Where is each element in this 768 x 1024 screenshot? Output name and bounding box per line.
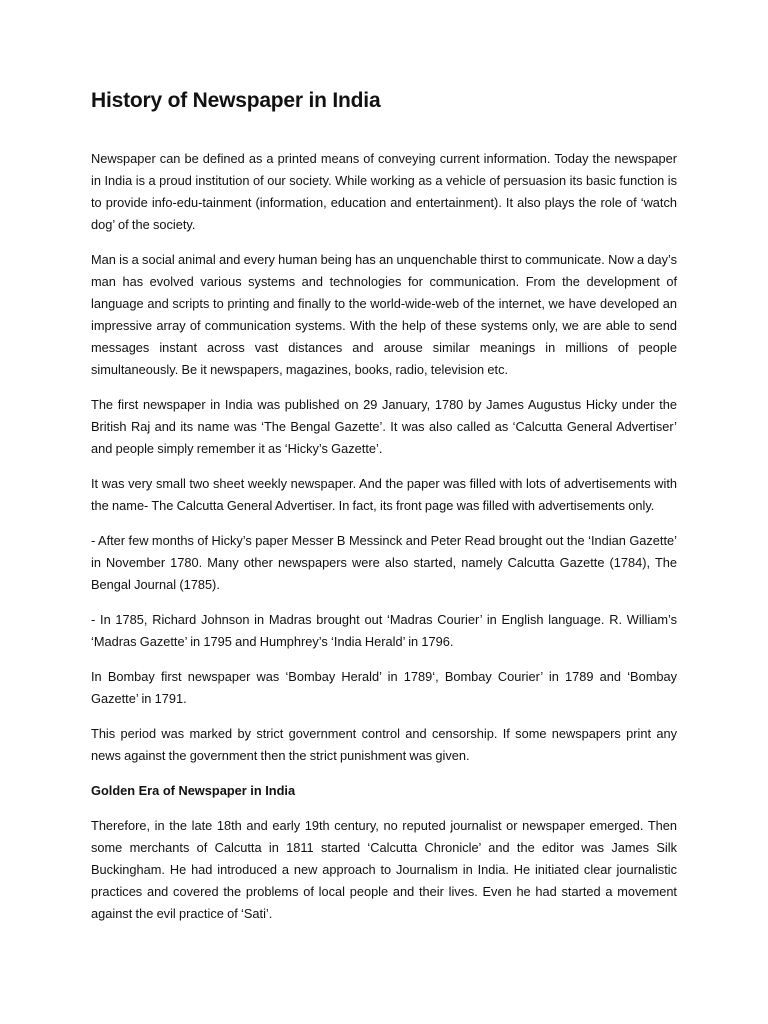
paragraph-madras-courier: - In 1785, Richard Johnson in Madras brought out ‘Madras Courier’ in English language. R. William’s ‘Madras Gazette’ in 1795 and Humphrey’s ‘India Herald’ in 1796.: [91, 612, 677, 649]
paragraph-bombay-herald: In Bombay first newspaper was ‘Bombay Herald’ in 1789‘, Bombay Courier’ in 1789 and ‘Bombay Gazette’ in 1791.: [91, 669, 677, 706]
paragraph-calcutta-chronicle: Therefore, in the late 18th and early 19th century, no reputed journalist or newspaper emerged. Then some merchants of Calcutta in 1811 started ‘Calcutta Chronicle’ and the editor was James Silk Buckingham. He had introduced a new approach to Journalism in India. He initiated clear journalistic practices and covered the problems of local people and their lives. Even he had started a movement against the evil practice of ‘Sati’.: [91, 818, 677, 921]
paragraph-sheet-weekly: It was very small two sheet weekly newspaper. And the paper was filled with lots of advertisements with the name- The Calcutta General Advertiser. In fact, its front page was filled with advertisements only.: [91, 476, 677, 513]
document-page: [91, 84, 677, 938]
paragraph-censorship: This period was marked by strict government control and censorship. If some newspapers print any news against the government then the strict punishment was given.: [91, 726, 677, 763]
document-title: History of Newspaper in India: [91, 89, 381, 112]
paragraph-indian-gazette: - After few months of Hicky’s paper Messer B Messinck and Peter Read brought out the ‘Indian Gazette’ in November 1780. Many other newspapers were also started, namely Calcutta Gazette (1784), The Bengal Journal (1785).: [91, 533, 677, 592]
paragraph-first-newspaper: The first newspaper in India was published on 29 January, 1780 by James Augustus Hicky under the British Raj and its name was ‘The Bengal Gazette’. It was also called as ‘Calcutta General Advertiser’ and people simply remember it as ‘Hicky’s Gazette’.: [91, 397, 677, 456]
section-heading-golden-era: Golden Era of Newspaper in India: [91, 783, 296, 798]
paragraph-communication: Man is a social animal and every human being has an unquenchable thirst to communicate. Now a day’s man has evolved various systems and technologies for communication. From the development of language and scripts to printing and finally to the world-wide-web of the internet, we have developed an impressive array of communication systems. With the help of these systems only, we are able to send messages instant across vast distances and arouse similar meanings in millions of people simultaneously. Be it newspapers, magazines, books, radio, television etc.: [91, 252, 677, 377]
paragraph-definition: Newspaper can be defined as a printed means of conveying current information. Today the newspaper in India is a proud institution of our society. While working as a vehicle of persuasion its basic function is to provide info-edu-tainment (information, education and entertainment). It also plays the role of ‘watch dog’ of the society.: [91, 151, 677, 232]
